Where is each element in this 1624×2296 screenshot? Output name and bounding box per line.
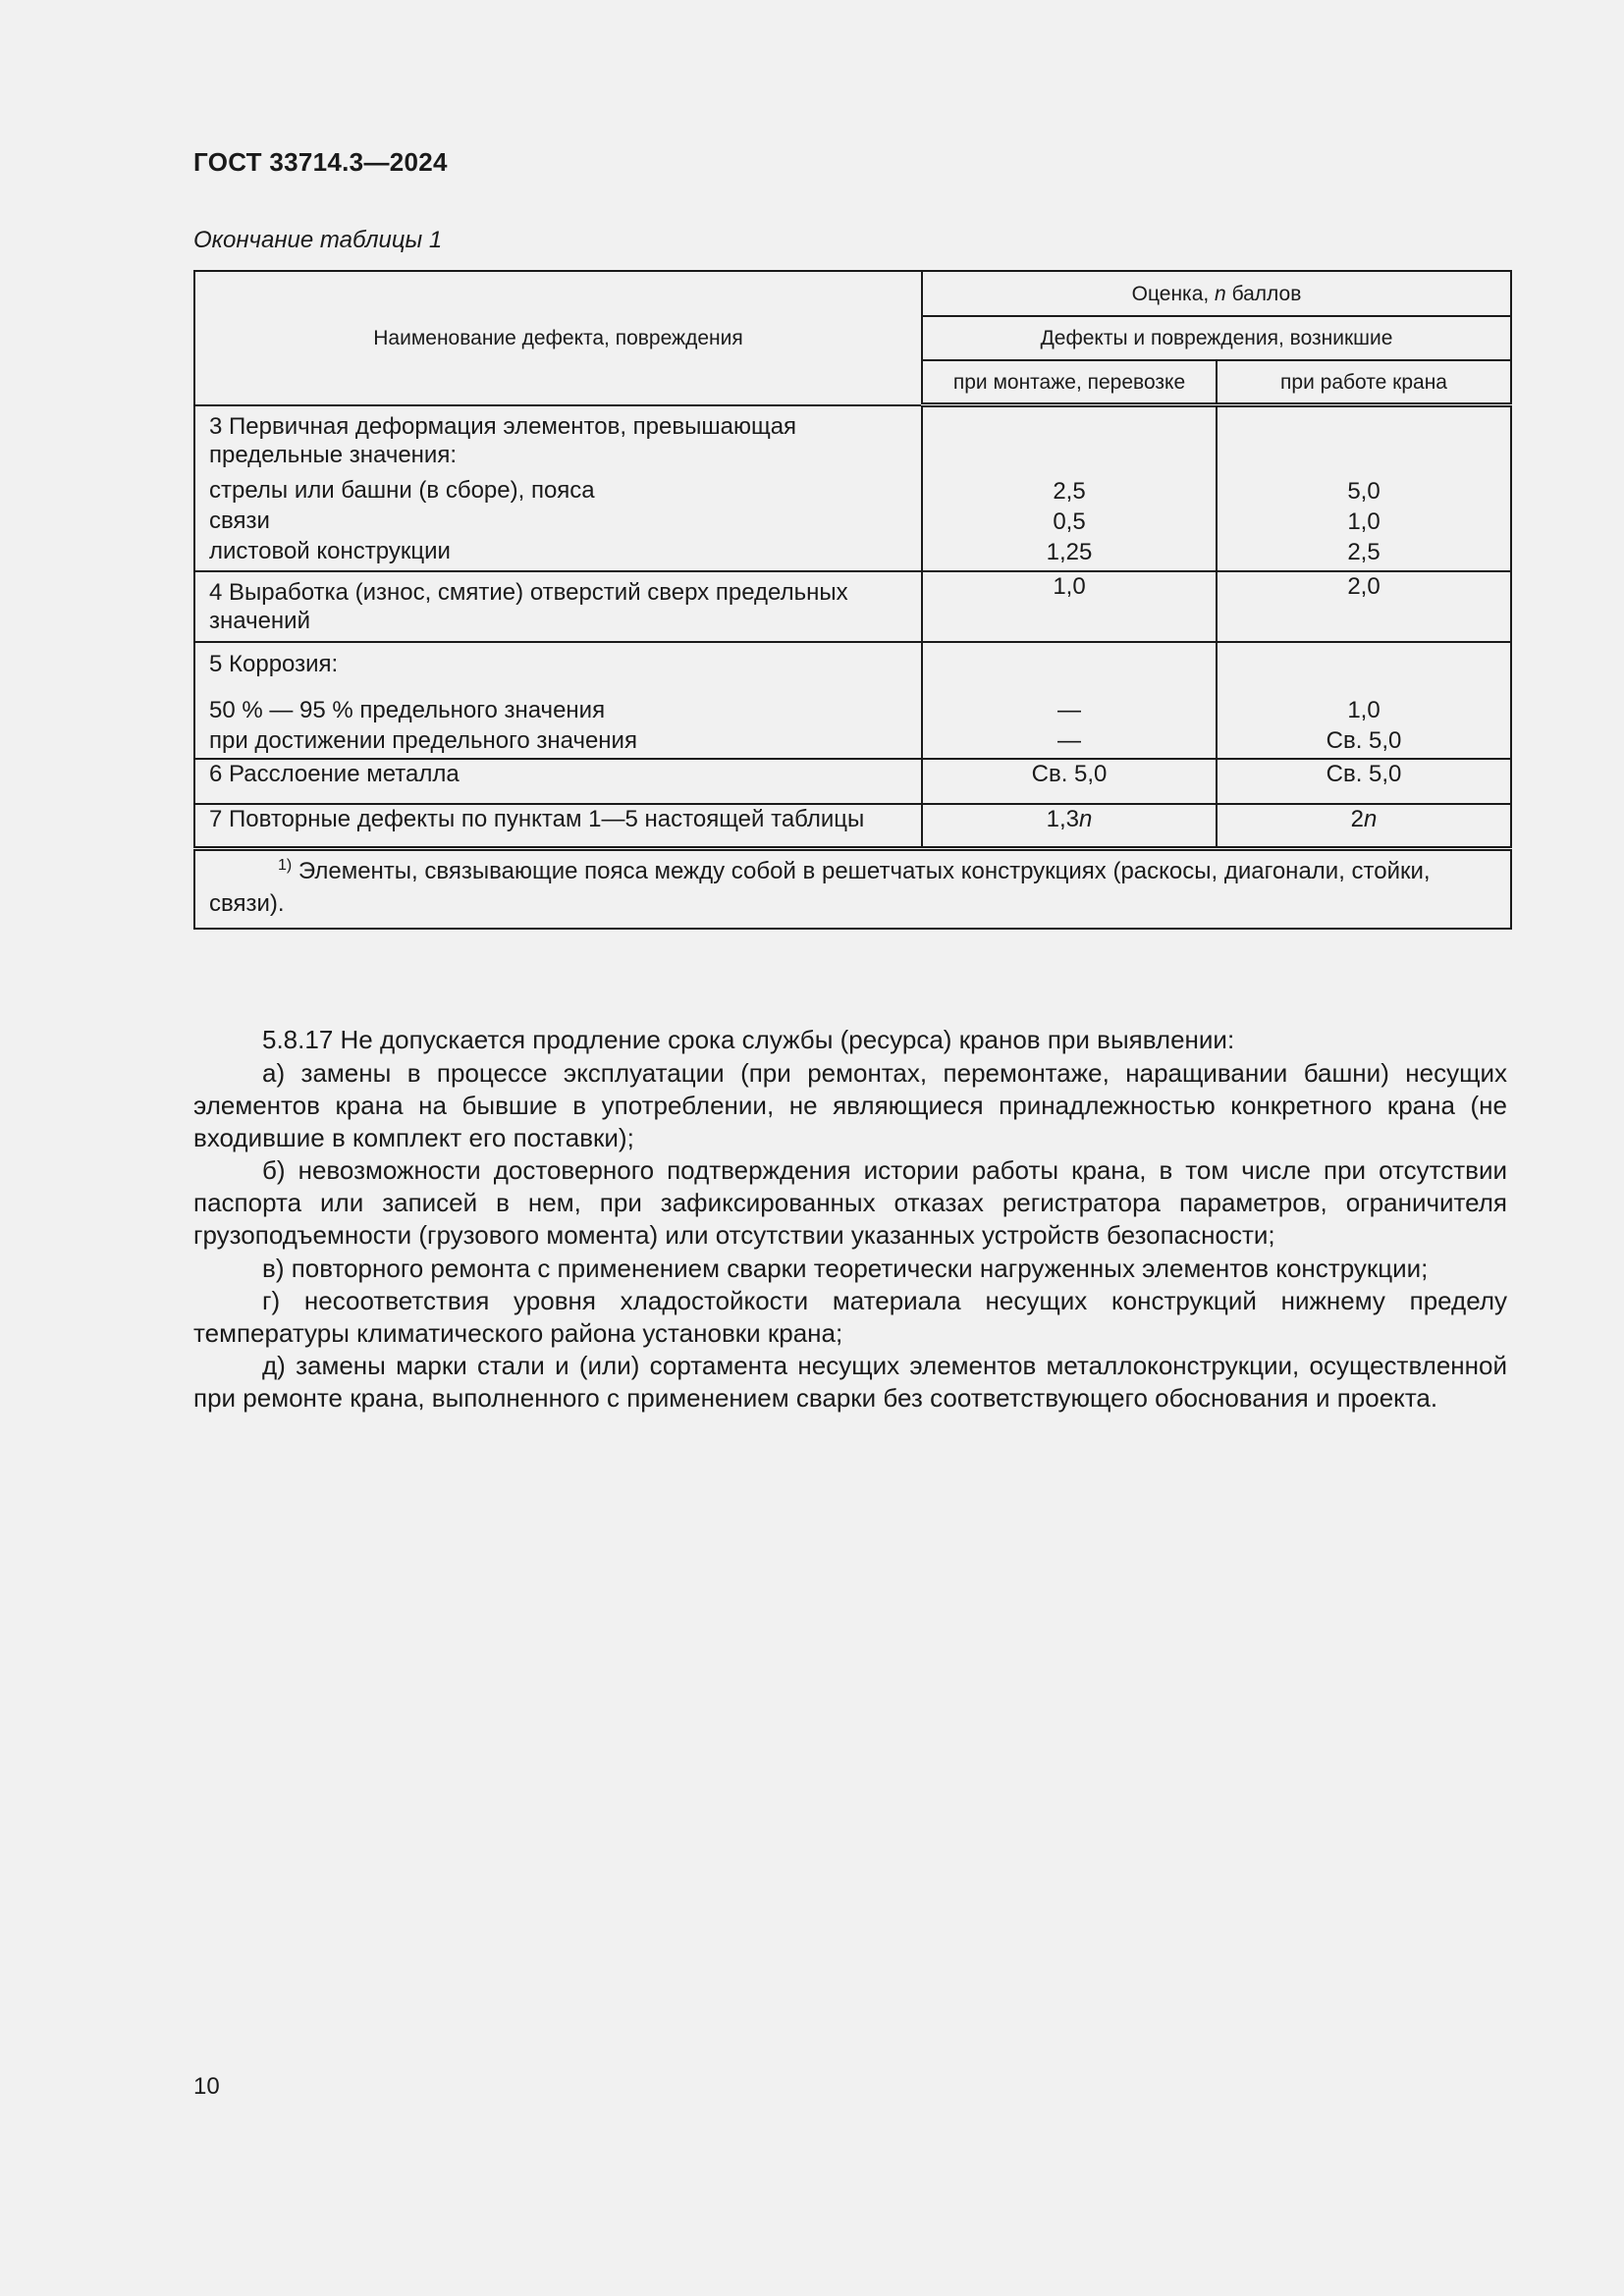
clause-intro: 5.8.17 Не допускается продление срока службы (ресурса) кранов при выявлении: — [262, 1025, 1235, 1054]
footnote-mark: 1) — [278, 857, 293, 874]
header-col-assembly: при монтаже, перевозке — [922, 360, 1217, 405]
cell-value: — — [1057, 696, 1081, 723]
cell-value: 1,3n — [922, 804, 1217, 849]
table-caption: Окончание таблицы 1 — [193, 227, 443, 253]
document-code: ГОСТ 33714.3—2024 — [193, 147, 448, 177]
clause-item-b: б) невозможности достоверного подтверждения истории работы крана, в том числе при отсутствии паспорта или записей в нем, при зафиксированных отказах регистратора параметров, ограничителя грузоподъемности (грузового момента) или отсутствии указанных устройств безопасности; — [193, 1155, 1507, 1250]
clause-item-g: г) несоответствия уровня хладостойкости материала несущих конструкций нижнему пределу температуры климатического района установки крана; — [193, 1286, 1507, 1348]
row-label: стрелы или башни (в сборе), пояса — [209, 476, 595, 504]
cell-value: 2,5 — [1053, 478, 1086, 505]
cell-value: 1,0 — [1347, 508, 1380, 535]
header-arising: Дефекты и повреждения, возникшие — [922, 316, 1511, 360]
header-defect-name: Наименование дефекта, повреждения — [194, 271, 922, 405]
group-title: 4 Выработка (износ, смятие) отверстий сверх предельных значений — [209, 578, 848, 634]
table-row — [194, 804, 1511, 849]
clause-item-v: в) повторного ремонта с применением сварки теоретически нагруженных элементов конструкции; — [262, 1254, 1429, 1283]
page-number: 10 — [193, 2073, 220, 2100]
cell-value: 1,0 — [922, 571, 1217, 642]
clause-item-d: д) замены марки стали и (или) сортамента несущих элементов металлоконструкции, осуществленной при ремонте крана, выполненного с применением сварки без соответствующего обоснования и проекта. — [193, 1351, 1507, 1413]
cell-value: 2n — [1217, 804, 1511, 849]
group-title: 5 Коррозия: — [209, 650, 339, 677]
row-label: связи — [209, 507, 270, 534]
cell-value: Св. 5,0 — [1326, 726, 1402, 754]
table-row — [194, 759, 1511, 804]
table-row — [194, 405, 1511, 571]
defects-table — [193, 270, 1512, 930]
cell-value: 5,0 — [1347, 478, 1380, 505]
cell-value: Св. 5,0 — [922, 759, 1217, 804]
row-label: 50 % — 95 % предельного значения — [209, 696, 606, 723]
table-row — [194, 642, 1511, 759]
row-label: листовой конструкции — [209, 537, 451, 564]
cell-value: — — [1057, 726, 1081, 754]
group-title: 3 Первичная деформация элементов, превышающая предельные значения: — [209, 412, 797, 468]
row-label: при достижении предельного значения — [209, 726, 637, 754]
group-title: 7 Повторные дефекты по пунктам 1—5 настоящей таблицы — [194, 804, 922, 849]
cell-value: 2,5 — [1347, 539, 1380, 565]
cell-value: 1,0 — [1347, 696, 1380, 723]
header-score: Оценка, n баллов — [922, 271, 1511, 316]
footnote-text: Элементы, связывающие пояса между собой в решетчатых конструкциях (раскосы, диагонали, стойки, связи). — [209, 858, 1431, 917]
cell-value: 0,5 — [1053, 508, 1086, 535]
header-col-operation: при работе крана — [1217, 360, 1511, 405]
table-footnote — [194, 849, 1511, 930]
cell-value: 2,0 — [1217, 571, 1511, 642]
table-row — [194, 571, 1511, 642]
cell-value: 1,25 — [1046, 539, 1093, 565]
group-title: 6 Расслоение металла — [194, 759, 922, 804]
cell-value: Св. 5,0 — [1217, 759, 1511, 804]
table-footnote-row — [194, 849, 1511, 930]
clause-item-a: а) замены в процессе эксплуатации (при ремонтах, перемонтаже, наращивании башни) несущих элементов крана на бывшие в употреблении, не являющиеся принадлежностью конкретного крана (не входившие в комплект его поставки); — [193, 1058, 1507, 1152]
